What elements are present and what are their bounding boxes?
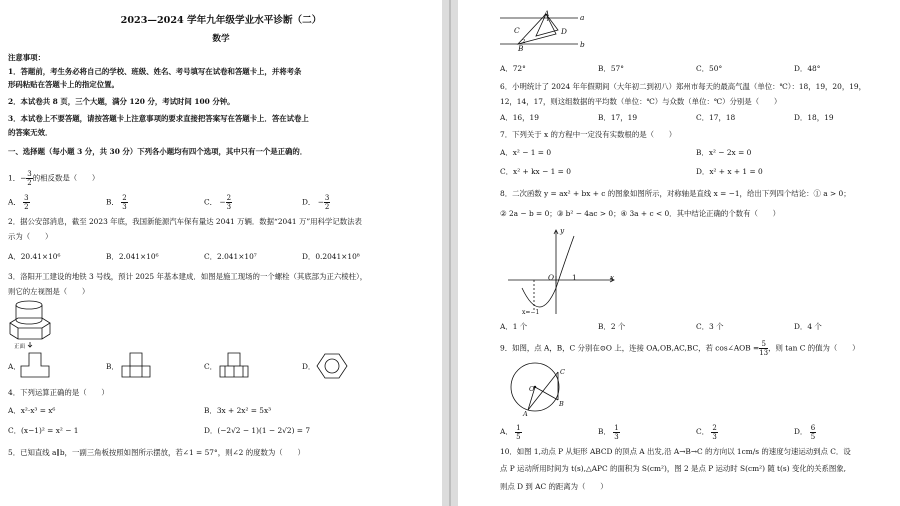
question-5: 5．已知直线 a∥b，一副三角板按照如图所示摆放，若∠1 = 57°，则∠2 的度数为（ ）	[8, 448, 305, 457]
q5-label-b: b	[580, 40, 585, 49]
q3-option-a[interactable]: A．	[8, 362, 21, 371]
q1-option-c[interactable]: C． − $\frac{2}{3}$	[204, 194, 232, 211]
notice-line: 3．本试卷上不要答题，请按答题卡上注意事项的要求直接把答案写在答题卡上．答在试卷上	[8, 114, 309, 123]
q2-option-d[interactable]: D．0.2041×10⁸	[302, 252, 360, 261]
q5-option-c[interactable]: C．50°	[696, 64, 723, 73]
q9-option-a[interactable]: A． $\frac{1}{5}$	[500, 423, 521, 441]
exam-page-1	[0, 0, 442, 506]
question-8: 8．二次函数 y = ax² + bx + c 的图象如图所示，对称轴是直线 x = −1，给出下列四个结论：① a > 0；	[500, 189, 851, 198]
question-6: 6．小明统计了 2024 年年假期间（大年初二到初八）郑州市每天的最高气温（单位：℃）：18，19，20，19，	[500, 82, 867, 91]
q8-label-one: 1	[572, 273, 577, 282]
q4-option-d[interactable]: D．(−2√2 − 1)(1 − 2√2) = 7	[204, 426, 311, 435]
question-3-cont: 则它的左视图是（ ）	[8, 287, 90, 296]
front-view-label: 正面	[14, 344, 26, 350]
question-8-cont: ② 2a − b = 0；③ b² − 4ac > 0；④ 3a + c < 0．其中结论正确的个数有（ ）	[500, 209, 781, 218]
notice-heading: 注意事项：	[8, 53, 45, 62]
q9-label-B: B	[559, 400, 564, 408]
q2-option-c[interactable]: C．2.041×10⁷	[204, 252, 257, 261]
q5-label-D: D	[561, 27, 567, 36]
q5-option-a[interactable]: A．72°	[500, 64, 526, 73]
bolt-figure	[8, 298, 58, 348]
q8-option-a[interactable]: A．1 个	[500, 322, 528, 331]
q8-option-d[interactable]: D．4 个	[794, 322, 822, 331]
notice-line: 形码粘贴在答题卡上的指定位置。	[8, 80, 119, 89]
q5-label-C: C	[514, 26, 520, 35]
q7-option-c[interactable]: C．x² + kx − 1 = 0	[500, 167, 571, 176]
q4-option-b[interactable]: B．3x + 2x² = 5x³	[204, 406, 272, 415]
q4-option-a[interactable]: A．x²·x³ = x⁶	[8, 406, 56, 415]
question-10-cont: 点 P 运动所用时间为 t(s),△APC 的面积为 S(cm²)，图 2 是点 P 运动时 S(cm²) 随 t(s) 变化的关系图象,	[500, 464, 847, 473]
q5-label-angle1: 1	[546, 17, 550, 23]
q3-option-c[interactable]: C．	[204, 362, 218, 371]
q8-label-x: x	[610, 273, 615, 282]
notice-line: 1．答题前，考生务必将自己的学校、班级、姓名、考号填写在试卷和答题卡上，并将考条	[8, 67, 302, 76]
q5-option-d[interactable]: D．48°	[794, 64, 821, 73]
question-10: 10．如图 1,动点 P 从矩形 ABCD 的顶点 A 出发,沿 A→B→C 的方向以 1cm/s 的速度匀速运动到点 C．设	[500, 447, 851, 456]
q6-option-a[interactable]: A．16，19	[500, 113, 539, 122]
q3-option-d-figure	[316, 353, 348, 379]
exam-page-2	[458, 0, 900, 506]
q5-label-A: A	[544, 9, 550, 18]
exam-title: 2023—2024 学年九年级学业水平诊断（二）	[120, 15, 322, 26]
q7-option-b[interactable]: B．x² − 2x = 0	[696, 148, 752, 157]
q8-label-axis: x=−1	[522, 309, 540, 316]
q1-option-a[interactable]: A． $\frac{3}{2}$	[8, 194, 29, 211]
question-10-cont2: 则点 D 到 AC 的距离为（ ）	[500, 482, 608, 491]
q8-label-y: y	[560, 226, 565, 235]
q5-option-b[interactable]: B．57°	[598, 64, 624, 73]
q3-option-b[interactable]: B．	[106, 362, 119, 371]
question-4: 4．下列运算正确的是（ ）	[8, 388, 109, 397]
q1-option-d[interactable]: D． − $\frac{3}{2}$	[302, 194, 330, 211]
q6-option-b[interactable]: B．17，19	[598, 113, 638, 122]
q9-option-c[interactable]: C． $\frac{2}{3}$	[696, 423, 717, 441]
q9-label-C: C	[560, 368, 565, 376]
q1-option-b[interactable]: B． $\frac{2}{3}$	[106, 194, 127, 211]
question-1: 1．− $\frac{3}{2}$ 的相反数是（ ）	[8, 170, 100, 187]
q8-label-origin: O	[548, 273, 555, 282]
q8-option-c[interactable]: C．3 个	[696, 322, 724, 331]
question-2-cont: 示为（ ）	[8, 232, 53, 241]
notice-line: 的答案无效．	[8, 128, 53, 137]
section-heading: 一、选择题（每小题 3 分，共 30 分）下列各小题均有四个选项，其中只有一个是正确的．	[8, 147, 308, 156]
notice-line: 2．本试卷共 8 页，三个大题，满分 120 分，考试时间 100 分钟。	[8, 97, 235, 106]
q3-option-d[interactable]: D．	[302, 362, 316, 371]
q6-option-d[interactable]: D．18，19	[794, 113, 834, 122]
q5-label-B: B	[518, 44, 524, 53]
question-7: 7．下列关于 x 的方程中一定没有实数根的是（ ）	[500, 130, 677, 139]
q9-label-O: O	[529, 385, 535, 393]
parabola-graph	[508, 228, 618, 316]
question-9: 9．如图，点 A，B，C 分别在⊙O 上，连接 OA,OB,AC,BC，若 cos∠AOB = $\frac{5}{13}$ ，则 tan C 的值为（ ）	[500, 340, 860, 357]
q3-option-b-figure	[121, 352, 151, 378]
q6-option-c[interactable]: C．17，18	[696, 113, 736, 122]
q9-option-b[interactable]: B． $\frac{1}{3}$	[598, 423, 619, 441]
q9-option-d[interactable]: D． $\frac{6}{5}$	[794, 423, 816, 441]
q3-option-c-figure	[219, 352, 249, 378]
question-2: 2．据公安部消息，截至 2023 年底，我国新能源汽车保有量达 2041 万辆．数据“2041 万”用科学记数法表	[8, 217, 362, 226]
q2-option-b[interactable]: B．2.041×10⁶	[106, 252, 159, 261]
q5-label-angle2: 2	[522, 39, 526, 45]
q8-option-b[interactable]: B．2 个	[598, 322, 626, 331]
q2-option-a[interactable]: A．20.41×10⁶	[8, 252, 61, 261]
exam-subject: 数学	[212, 34, 230, 44]
q4-option-c[interactable]: C．(x−1)² = x² − 1	[8, 426, 79, 435]
q7-option-a[interactable]: A．x² − 1 = 0	[500, 148, 552, 157]
question-3: 3．洛阳开工建设的地铁 3 号线，预计 2025 年基本建成．如图是施工现场的一个螺栓（其底部为正六棱柱），	[8, 272, 368, 281]
q7-option-d[interactable]: D．x² + x + 1 = 0	[696, 167, 763, 176]
q9-label-A: A	[523, 410, 528, 418]
q3-option-a-figure	[20, 352, 50, 378]
q5-label-a: a	[580, 13, 585, 22]
page-gutter	[442, 0, 458, 506]
question-6-cont: 12，14，17，则这组数据的平均数（单位：℃）与众数（单位：℃）分别是（ ）	[500, 97, 782, 106]
